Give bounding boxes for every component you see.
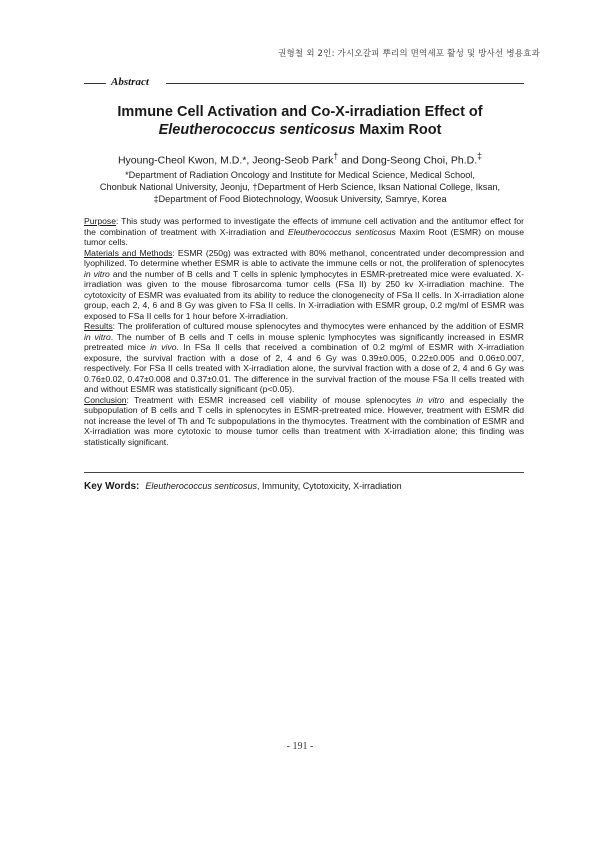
purpose-paragraph [84,216,524,248]
conclusion-paragraph [84,395,524,448]
methods-label: Materials and Methods [84,247,173,258]
italic-term: in vitro [84,331,111,342]
methods-text: : ESMR (250g) was extracted with 80% methanol, concentrated under decompression and lyophilized. To determine whether ESMR is able to activate the immune cells or not, the proliferation of splenocytes [84,247,524,268]
author-list [60,151,540,167]
abstract-lead-rule [84,83,106,84]
species-name: Eleutherococcus senticosus [287,226,396,237]
purpose-text: : This study was performed to investigate the effects of immune cell activation and the antitumor effect for the combination of treatment with X-irradiation and [84,216,524,237]
purpose-label: Purpose [84,216,117,226]
dagger-mark: † [333,151,339,161]
methods-text: and the number of B cells and T cells in splenic lymphocytes in ESMR-pretreated mice were evaluated. X-irradiation was given to the mouse fibrosarcoma tumor cells (FSa II) by 250 kv X-irradiation machine. The cytotoxicity of ESMR was evaluated from its ability to reduce the clonogenecity of FSa II cells. In X-irradiation alone group, each 2, 4, 6 and 8 Gy was given to FSa II cells. In X-irradiation with ESMR group, 0.2 mg/ml of ESMR was exposed to FSa II cells for 1 hour before X-irradiation. [84,268,524,321]
affiliation-line: *Department of Radiation Oncology and Institute for Medical Science, Medical School, [125,170,475,180]
abstract-divider [84,472,524,473]
keywords-label: Key Words: [84,481,140,492]
results-label: Results [84,321,113,331]
italic-term: in vitro [84,268,110,279]
results-paragraph [84,321,524,395]
paper-title [60,103,540,139]
italic-term: in vitro [416,394,445,405]
title-line2 [60,121,540,139]
author-3: Dong-Seong Choi, Ph.D. [361,154,478,167]
affiliations [60,169,540,205]
results-text: . In FSa II cells that received a combination of 0.2 mg/ml of ESMR with X-irradiation exposure, the survival fraction with a dose of 2, 4 and 6 Gy was 0.39±0.005, 0.22±0.005 and 0.06±0.007, respectively. For FSa II cells treated with X-irradiation alone, the survival fraction with a dose of 2, 4 and 6 Gy was 0.76±0.02, 0.47±0.008 and 0.37±0.01. The difference in the survival fraction of the mouse FSa II cells treated with and without ESMR was statistically significant (p<0.05). [84,342,524,394]
running-header: 권형철 외 2인: 가시오갈피 뿌리의 면역세포 활성 및 방사선 병용효과 [278,49,540,59]
title-line1: Immune Cell Activation and Co-X-irradiation Effect of [117,104,483,120]
conclusion-text: : Treatment with ESMR increased cell viability of mouse splenocytes [126,394,417,405]
page-number: - 191 - [286,741,314,752]
purpose-text: Maxim Root (ESMR) on mouse tumor cells. [84,226,524,247]
author-2: Jeong-Seob Park [252,154,334,167]
affiliation-line: Chonbuk National University, Jeonju, †Department of Herb Science, Iksan National College, Iksan, [99,182,501,192]
double-dagger-mark: ‡ [477,151,483,161]
methods-paragraph [84,248,524,322]
title-species: Eleutherococcus senticosus [158,122,356,138]
results-text: : The proliferation of cultured mouse splenocytes and thymocytes were enhanced by the addition of ESMR [112,321,524,331]
author-separator: , [246,154,253,167]
conclusion-text: and especially the subpopulation of B cells and T cells in splenocytes in ESMR-pretreated mice. However, treatment with ESMR did not increase the level of Th and Tc subpopulations in the thymocytes. Treatment with the combination of ESMR and X-irradiation was more cytotoxic to mouse tumor cells than treatment with X-irradiation alone; this finding was statistically significant. [84,394,524,447]
keywords [84,481,524,492]
conclusion-label: Conclusion [84,394,127,405]
title-line2-rest: Maxim Root [355,122,442,138]
italic-term: in vivo [150,342,177,352]
author-separator: and [338,154,362,167]
keywords-rest: , Immunity, Cytotoxicity, X-irradiation [256,481,402,491]
affiliation-line: ‡Department of Food Biotechnology, Woosuk University, Samrye, Korea [153,194,447,204]
abstract-heading [84,76,524,90]
abstract-label: Abstract [111,76,149,88]
abstract-tail-rule [166,83,524,84]
keyword-species: Eleutherococcus senticosus [145,481,257,491]
author-1: Hyoung-Cheol Kwon, M.D.* [117,154,247,167]
abstract-body [84,216,524,447]
results-text: . The number of B cells and T cells in mouse splenic lymphocytes was significantly increased in ESMR pretreated mice [84,331,524,352]
